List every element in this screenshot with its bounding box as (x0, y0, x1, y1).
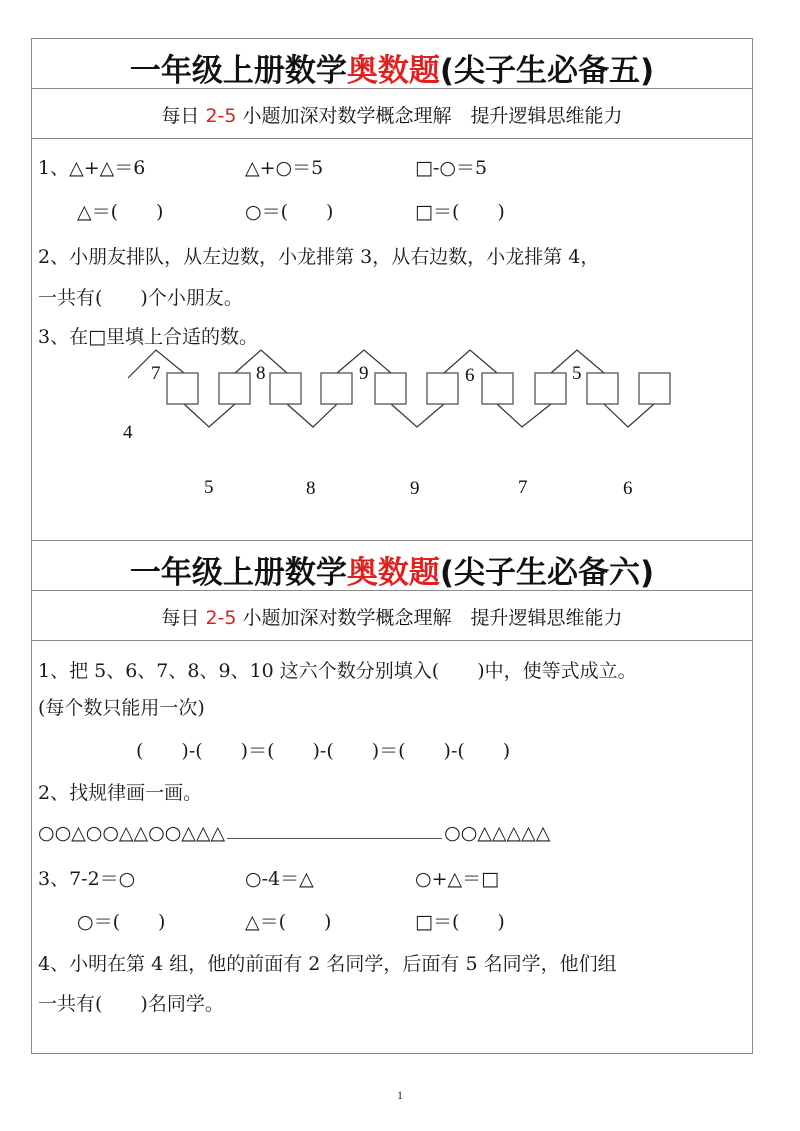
bottom-number: 7 (518, 477, 528, 498)
bottom-number: 8 (306, 478, 316, 499)
top-number: 6 (465, 365, 475, 386)
section1-title-highlight: 奥数题 (346, 53, 440, 89)
s1-q2-line2: 一共有( )个小朋友。 (38, 287, 243, 309)
start-number: 4 (123, 422, 133, 443)
section2-subtitle-highlight: 2-5 (205, 607, 237, 629)
s2-q2-prompt: 2、找规律画一画。 (38, 782, 203, 804)
divider (32, 540, 752, 541)
top-number: 7 (151, 363, 161, 384)
s1-q1-eq3: □-○＝5 (415, 157, 488, 179)
answer-box[interactable] (587, 373, 618, 404)
s2-q4-line2: 一共有( )名同学。 (38, 993, 224, 1015)
s2-q4-line1: 4、小明在第 4 组，他的前面有 2 名同学，后面有 5 名同学，他们组 (38, 953, 617, 975)
section1-subtitle: 每日 2-5 小题加深对数学概念理解 提升逻辑思维能力 (161, 105, 623, 127)
s2-q3-eq1: 3、7-2＝○ (38, 868, 136, 890)
bottom-number: 5 (204, 477, 214, 498)
s2-q3-eq2: ○-4＝△ (245, 868, 314, 890)
top-number: 5 (572, 363, 582, 384)
top-number: 8 (256, 363, 266, 384)
answer-box[interactable] (270, 373, 301, 404)
section2-title-highlight: 奥数题 (346, 555, 440, 591)
answer-box[interactable] (167, 373, 198, 404)
pattern-right: ○○△△△△△ (444, 822, 551, 844)
s2-q1-equation[interactable]: ( )-( )＝( )-( )＝( )-( ) (136, 740, 511, 762)
s1-q3-prompt: 3、在□里填上合适的数。 (38, 326, 259, 348)
s2-q3-answer3[interactable]: □＝( ) (415, 911, 505, 933)
pattern-answer-blank[interactable] (227, 820, 442, 839)
divider (32, 590, 752, 591)
section1-subtitle-highlight: 2-5 (205, 105, 237, 127)
bottom-number: 9 (410, 478, 420, 499)
pattern-left: ○○△○○△△○○△△△ (38, 822, 226, 844)
s1-q2-line1: 2、小朋友排队，从左边数，小龙排第 3，从右边数，小龙排第 4， (38, 246, 600, 268)
section2-subtitle: 每日 2-5 小题加深对数学概念理解 提升逻辑思维能力 (161, 607, 623, 629)
page-number: 1 (397, 1088, 403, 1102)
answer-box[interactable] (375, 373, 406, 404)
answer-box[interactable] (219, 373, 250, 404)
answer-box[interactable] (639, 373, 670, 404)
answer-box[interactable] (427, 373, 458, 404)
answer-box[interactable] (535, 373, 566, 404)
s1-q1-eq1: 1、△+△＝6 (38, 157, 146, 179)
section1-title: 一年级上册数学奥数题(尖子生必备五) (129, 53, 655, 89)
number-decomposition-diagram (32, 39, 754, 539)
s2-q1-line2: (每个数只能用一次) (38, 697, 205, 719)
top-number: 9 (359, 363, 369, 384)
s2-q1-line1: 1、把 5、6、7、8、9、10 这六个数分别填入( )中，使等式成立。 (38, 660, 637, 682)
bottom-number: 6 (623, 478, 633, 499)
s1-q1-answer2[interactable]: ○＝( ) (245, 201, 334, 223)
s2-q3-eq3: ○+△＝□ (415, 868, 500, 890)
answer-box[interactable] (482, 373, 513, 404)
answer-box[interactable] (321, 373, 352, 404)
s2-q3-answer1[interactable]: ○＝( ) (77, 911, 166, 933)
s1-q1-answer3[interactable]: □＝( ) (415, 201, 505, 223)
section2-title: 一年级上册数学奥数题(尖子生必备六) (129, 555, 655, 591)
s2-q2-pattern (38, 820, 550, 844)
s1-q1-eq2: △+○＝5 (245, 157, 324, 179)
s2-q3-answer2[interactable]: △＝( ) (245, 911, 332, 933)
divider (32, 640, 752, 641)
worksheet (31, 38, 753, 1054)
s1-q1-answer1[interactable]: △＝( ) (77, 201, 164, 223)
